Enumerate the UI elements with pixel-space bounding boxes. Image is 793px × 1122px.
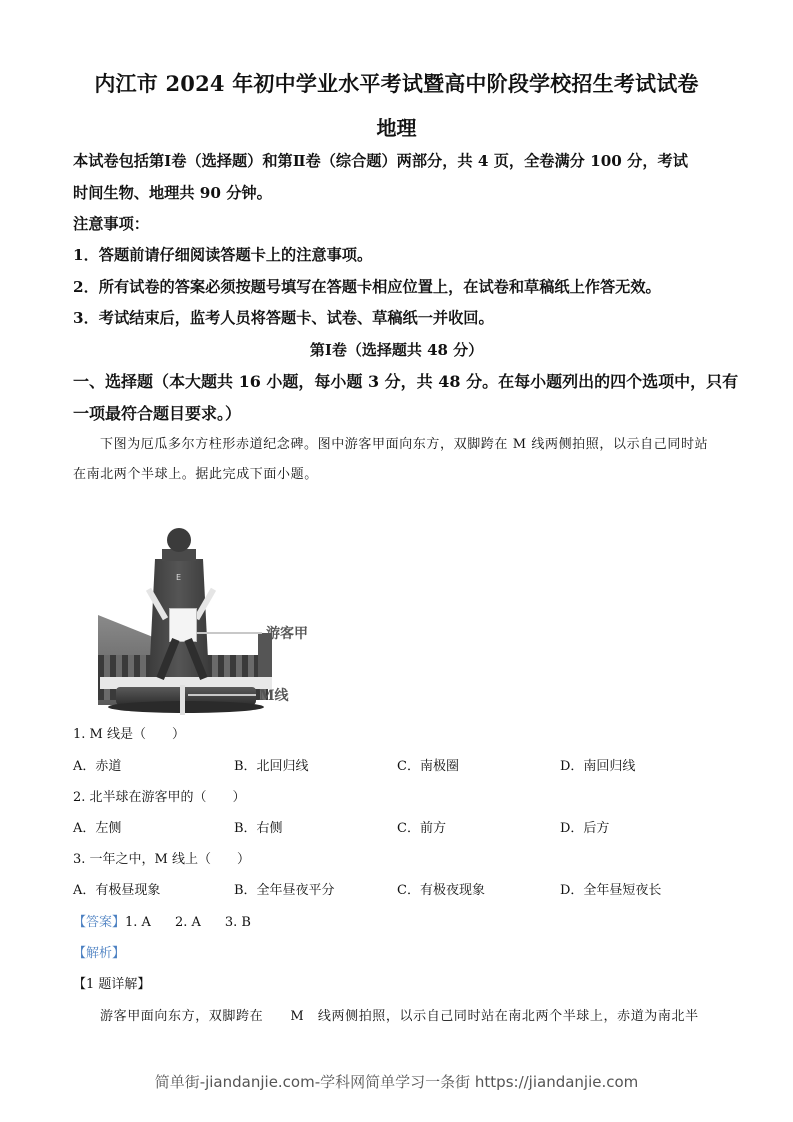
question-1-option-b: B．北回归线: [234, 759, 309, 774]
answer-label: 【答案】: [73, 915, 126, 930]
section-title: 第Ⅰ卷（选择题共 48 分）: [309, 341, 484, 359]
question-3-option-b: B．全年昼夜平分: [234, 883, 335, 898]
q1-detail-heading: 【1 题详解】: [73, 977, 151, 992]
intro-line-2: 时间生物、地理共 90 分钟。: [73, 184, 272, 202]
tourist-pointer-line: [196, 632, 262, 634]
question-1-stem: 1. M 线是（ ）: [73, 727, 185, 742]
notice-item-2: 2．所有试卷的答案必须按题号填写在答题卡相应位置上，在试卷和草稿纸上作答无效。: [73, 278, 661, 296]
intro-line-1: 本试卷包括第Ⅰ卷（选择题）和第Ⅱ卷（综合题）两部分，共 4 页，全卷满分 100 分，考试: [73, 152, 688, 170]
answer-2: 2. A: [174, 915, 201, 930]
question-3-option-d: D．全年昼短夜长: [560, 883, 662, 898]
mline-label: M线: [259, 688, 289, 704]
question-1-option-d: D．南回归线: [560, 759, 636, 774]
analysis-label: 【解析】: [73, 946, 126, 961]
tourist-label: 游客甲: [266, 626, 308, 642]
answer-3: 3. B: [224, 915, 251, 930]
question-2-option-a: A．左侧: [73, 821, 122, 836]
tourist-body: [169, 608, 197, 642]
notice-item-1: 1．答题前请仔细阅读答题卡上的注意事项。: [73, 246, 373, 264]
plinth-base-shape: [108, 701, 264, 713]
question-1-option-c: C．南极圈: [397, 759, 459, 774]
passage-line-2: 在南北两个半球上。据此完成下面小题。: [73, 467, 318, 482]
m-line-marker: [180, 685, 185, 715]
answer-1: 1. A: [125, 915, 151, 930]
question-3-option-a: A．有极昼现象: [73, 883, 161, 898]
subject-title: 地理: [376, 116, 417, 140]
question-1-option-a: A．赤道: [73, 759, 122, 774]
monument-letter: E: [176, 573, 182, 582]
part-heading-line-2: 一项最符合题目要求。）: [73, 404, 242, 423]
footer-watermark: 简单街-jiandanjie.com-学科网简单学习一条街 https://jiandanjie.com: [154, 1073, 639, 1091]
question-3-stem: 3. 一年之中，M 线上（ ）: [73, 852, 250, 867]
question-2-option-d: D．后方: [560, 821, 610, 836]
part-heading-line-1: 一、选择题（本大题共 16 小题，每小题 3 分，共 48 分。在每小题列出的四个选项中，只有: [73, 372, 739, 391]
notice-item-3: 3．考试结束后，监考人员将答题卡、试卷、草稿纸一并收回。: [73, 309, 494, 327]
exam-title: 内江市 2024 年初中学业水平考试暨高中阶段学校招生考试试卷: [94, 71, 699, 96]
question-2-option-b: B．右侧: [234, 821, 283, 836]
question-2-option-c: C．前方: [397, 821, 446, 836]
passage-line-1: 下图为厄瓜多尔方柱形赤道纪念碑。图中游客甲面向东方，双脚跨在 M 线两侧拍照，以示自己同时站: [100, 437, 709, 452]
answer-row: [73, 911, 251, 930]
q1-detail-text: 游客甲面向东方，双脚跨在 M 线两侧拍照，以示自己同时站在南北两个半球上，赤道为南北半: [100, 1009, 699, 1024]
mline-pointer-line: [188, 694, 256, 696]
notice-heading: 注意事项：: [73, 215, 149, 233]
equator-monument-figure: [96, 525, 346, 715]
question-2-stem: 2. 北半球在游客甲的（ ）: [73, 790, 246, 805]
question-3-option-c: C．有极夜现象: [397, 883, 485, 898]
globe-top-shape: [167, 528, 191, 552]
